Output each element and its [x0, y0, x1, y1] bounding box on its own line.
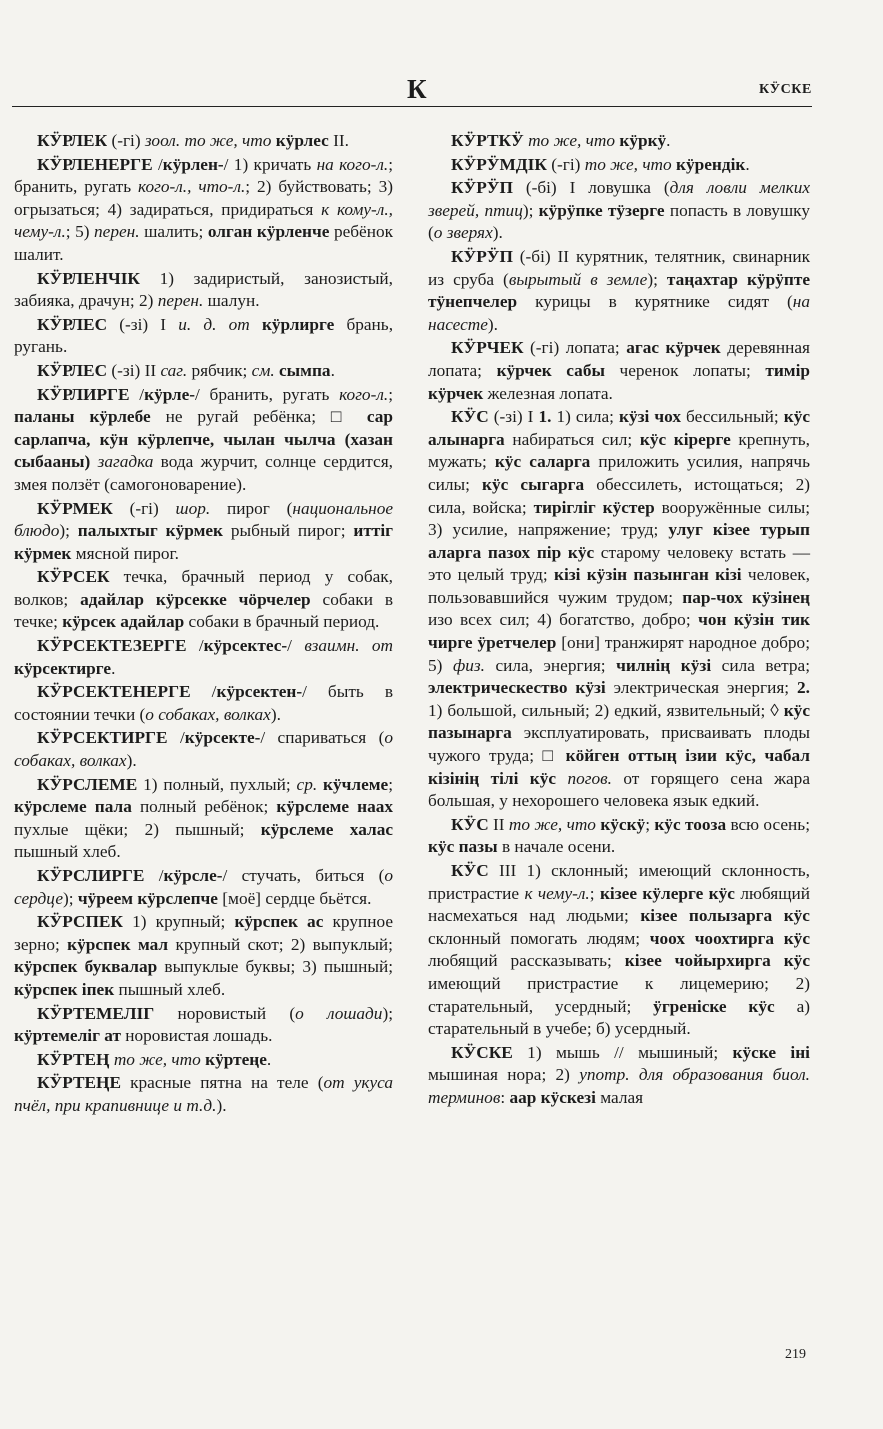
- example: кӱрсектен-: [216, 682, 303, 702]
- entry-text: в начале осени.: [497, 837, 616, 857]
- entry-text: малая: [595, 1087, 644, 1107]
- entry-text: ; 5): [65, 222, 95, 242]
- example: кӱрлирге: [261, 314, 335, 334]
- entry-text: попасть в ловушку (: [428, 200, 810, 243]
- entry-text: крепнуть, мужать;: [428, 429, 811, 472]
- gloss-label: загадка: [97, 452, 154, 472]
- example: кӱрсек адайлар: [62, 612, 185, 632]
- headword: КӰРСЕКТЕЗЕРГЕ: [37, 636, 187, 656]
- headword: КӰРМЕК: [37, 498, 113, 518]
- headword: КӰРТЕҢЕ: [37, 1073, 122, 1093]
- entry-text: ; 2) буйствовать; 3) огрызаться; 4) задираться, придираться: [14, 177, 393, 219]
- dictionary-entry: [14, 911, 393, 1001]
- entry-text: имеющий пристрастие к лицемерию; 2) старательный, усердный;: [428, 973, 810, 1016]
- entry-text: электрическая энергия;: [605, 678, 798, 698]
- example: кӱс сыгарга: [482, 474, 585, 494]
- headword: КӰРСПЕК: [37, 912, 123, 932]
- example: палыхтыг кӱрмек: [77, 521, 223, 541]
- example: улуг кізее турып аларга пазох пір кӱс: [428, 520, 810, 562]
- dictionary-entry: [428, 246, 810, 336]
- gloss-label: см.: [251, 360, 275, 380]
- gloss-label: то же, что: [508, 814, 596, 834]
- entry-text: норовистый (: [154, 1003, 296, 1023]
- example: чон кӱзін тик чирге ӱретчелер: [428, 610, 811, 653]
- headword: КӰРТЕМЕЛІГ: [37, 1003, 155, 1023]
- entry-text: обессилеть, истощаться; 2) сила, войска;: [428, 474, 810, 517]
- dictionary-entry: [14, 1049, 393, 1072]
- gloss-label: о собаках, волках: [145, 704, 271, 724]
- gloss-label: зоол. то же, что: [144, 131, 276, 150]
- entry-text: .: [666, 131, 671, 150]
- dictionary-entry: [14, 635, 393, 680]
- entry-text: красные пятна на теле (: [121, 1073, 324, 1093]
- entry-text: а) старательный в учебе; б) усердный.: [428, 996, 810, 1039]
- entry-text: /: [129, 384, 145, 404]
- dictionary-entry: [14, 498, 393, 566]
- entry-text: ).: [216, 1095, 227, 1115]
- example: адайлар кӱрсекке чӧрчелер: [80, 589, 311, 609]
- dictionary-entry: [428, 1042, 810, 1110]
- entry-text: не ругай ребёнка; □: [150, 407, 367, 427]
- entry-text: /: [152, 154, 163, 174]
- example: кізее кӱлерге кӱс: [599, 883, 735, 903]
- entry-text: 1) полный, пухлый;: [137, 774, 297, 794]
- gloss-label: перен.: [94, 222, 140, 242]
- entry-text: ;: [388, 384, 393, 404]
- dictionary-entry: [14, 268, 393, 313]
- left-column: [14, 130, 393, 1119]
- entry-text: III 1) склонный; имеющий склонность, пристрастие: [428, 861, 810, 903]
- headword: КӰРЛЕС: [37, 360, 108, 380]
- example: олган кӱрленче: [207, 222, 330, 242]
- example: аар кӱскезі: [509, 1087, 596, 1107]
- gloss-label: о лошади: [295, 1003, 383, 1023]
- example: кӱрле-: [144, 384, 196, 404]
- entry-text: 1) крупный;: [122, 912, 235, 932]
- gloss-label: физ.: [452, 655, 485, 675]
- entry-text: (-гі): [112, 498, 176, 518]
- entry-text: 1) мышь // мышиный;: [512, 1042, 733, 1062]
- example: сымпа: [279, 360, 331, 380]
- dictionary-entry: [14, 384, 393, 497]
- page-number: 219: [785, 1347, 806, 1362]
- entry-text: [они] транжирят народное добро; 5): [428, 633, 810, 675]
- entry-text: ).: [492, 223, 503, 243]
- gloss-label: о сердце: [14, 866, 393, 908]
- example: кӱзі чох: [619, 407, 681, 427]
- gloss-label: ср.: [296, 774, 318, 794]
- example: чӱреем кӱрслепче: [77, 888, 218, 908]
- entry-text: :: [500, 1087, 510, 1107]
- example: кӱрслеме наах: [276, 797, 394, 817]
- example: кӱс кірерге: [639, 429, 731, 449]
- entry-text: деревянная лопата;: [428, 338, 810, 380]
- entry-text: человек, пользовавшийся чужим трудом;: [428, 565, 810, 607]
- gloss-label: на кого-л.: [316, 154, 389, 174]
- entry-text: любящий рассказывать;: [428, 951, 625, 971]
- entry-text: ).: [126, 751, 137, 771]
- entry-text: пышный хлеб.: [14, 842, 121, 862]
- entry-text: ).: [270, 704, 281, 724]
- entry-text: бессильный;: [680, 407, 784, 427]
- entry-text: .: [330, 360, 335, 380]
- gloss-label: кого-л.: [339, 384, 389, 404]
- entry-text: пухлые щёки; 2) пышный;: [14, 819, 261, 839]
- entry-text: (-гі): [107, 131, 145, 150]
- dictionary-entry: [14, 681, 393, 726]
- entry-text: эксплуатировать, присваивать плоды чужого труда; □: [428, 723, 810, 766]
- entry-text: старому человеку встать — это целый труд;: [428, 542, 810, 585]
- dictionary-entry: [428, 154, 810, 177]
- example: кізее чойырхирга кӱс: [624, 951, 810, 971]
- example: кӱркӱ: [619, 131, 667, 150]
- headword: КӰРӰМДІК: [451, 154, 547, 174]
- entry-text: собаки в течке;: [14, 589, 393, 632]
- dictionary-entry: [14, 865, 393, 910]
- entry-text: /: [144, 866, 164, 885]
- entry-text: любящий насмехаться над людьми;: [428, 883, 811, 926]
- gloss-label: к чему-л.: [524, 883, 590, 903]
- example: кӱрчек сабы: [496, 360, 605, 380]
- headword: КӰРӰП: [451, 246, 513, 266]
- entry-text: ребёнок шалит.: [14, 222, 393, 264]
- example: кӱс алынарга: [428, 407, 811, 449]
- entry-text: шалун.: [203, 291, 260, 311]
- entry-text: /: [190, 682, 217, 702]
- headword: КӰСКЕ: [451, 1042, 513, 1062]
- gloss-label: кого-л., что-л.: [138, 177, 246, 197]
- entry-text: (-бі) II курятник, телятник, свинарник из сруба (: [428, 246, 810, 289]
- headword: КӰРЛЕНЕРГЕ: [37, 154, 153, 174]
- dictionary-entry: [428, 130, 810, 153]
- headword: КӰРСЕКТИРГЕ: [37, 728, 168, 748]
- right-column: [428, 130, 810, 1111]
- entry-text: сила ветра;: [711, 655, 811, 675]
- entry-text: крупный скот; 2) выпуклый;: [168, 934, 393, 954]
- gloss-label: перен.: [157, 291, 204, 311]
- example: кӱске іні: [732, 1042, 810, 1062]
- example: кӱс тооза: [654, 814, 727, 834]
- entry-text: полный ребёнок;: [131, 797, 277, 817]
- entry-text: /: [167, 728, 185, 748]
- entry-text: (-бі) I ловушка (: [512, 178, 670, 198]
- entry-text: / стучать, биться (: [222, 866, 385, 885]
- section-letter: К: [407, 74, 428, 104]
- entry-text: собаки в брачный период.: [184, 612, 380, 632]
- entry-text: мышиная нора; 2): [428, 1065, 580, 1085]
- gloss-label: то же, что: [113, 1049, 201, 1069]
- entry-text: [556, 769, 567, 788]
- gloss-label: взаимн. от: [304, 636, 393, 656]
- example: кӱрендік: [676, 154, 746, 174]
- headword: КӰРЛЕС: [37, 314, 108, 334]
- dictionary-entry: [14, 314, 393, 359]
- dictionary-entry: [428, 860, 810, 1041]
- example: кізі кӱзін пазынган кізі: [553, 565, 742, 585]
- example: кӱрслеме халас: [260, 819, 394, 839]
- example: сар сарлапча, кӱн кӱрлепче, чылан чылча (хазан сыбааны): [14, 407, 393, 472]
- entry-text: / бранить, ругать: [195, 384, 340, 404]
- entry-text: шалить;: [139, 222, 208, 242]
- entry-text: железная лопата.: [483, 383, 613, 403]
- entry-text: / быть в состоянии течки (: [14, 682, 393, 724]
- entry-text: склонный помогать людям;: [428, 928, 650, 948]
- entry-text: [250, 315, 262, 334]
- headword: КӰРСЕК: [37, 567, 110, 587]
- entry-text: );: [647, 269, 667, 289]
- entry-text: );: [382, 1003, 393, 1023]
- example: кӱрсле-: [163, 866, 223, 885]
- dictionary-entry: [14, 774, 393, 864]
- example: тирігліг кӱстер: [533, 497, 655, 517]
- entry-text: рябчик;: [187, 360, 252, 380]
- entry-text: [моё] сердце бьётся.: [217, 888, 372, 908]
- gloss-label: о зверях: [433, 223, 493, 243]
- example: кӱрспек мал: [67, 934, 169, 954]
- gloss-label: то же, что: [584, 154, 672, 174]
- entry-text: / спариваться (: [260, 728, 385, 748]
- example: кӱрӱпке тӱзерге: [538, 200, 665, 220]
- gloss-label: от укуса пчёл, при крапивнице и т.д.: [14, 1073, 393, 1115]
- entry-text: ;: [645, 814, 655, 834]
- example: кӧйген оттың ізии кӱс, чабал кізінің тілі кӱс: [428, 746, 810, 788]
- entry-text: 1) сила;: [551, 407, 619, 427]
- entry-text: рыбный пирог;: [222, 521, 354, 541]
- gloss-label: вырытый в земле: [508, 269, 648, 289]
- example: чоох чоохтирга кӱс: [649, 928, 810, 948]
- example: тимір кӱрчек: [428, 360, 810, 403]
- entry-text: набираться сил;: [504, 429, 640, 449]
- entry-text: 1) задиристый, занозистый, забияка, драчун; 2): [14, 268, 393, 311]
- example: кӱскӱ: [600, 814, 646, 834]
- headword: КӰС: [451, 861, 489, 880]
- dictionary-entry: [428, 406, 810, 813]
- entry-text: сила, энергия;: [484, 655, 617, 675]
- entry-text: ;: [388, 774, 393, 794]
- example: кӱрспек буквалар: [14, 957, 158, 977]
- example: 1.: [538, 407, 552, 427]
- gloss-label: шор.: [175, 498, 211, 518]
- example: паланы кӱрлебе: [14, 407, 151, 427]
- gloss-label: употр. для образования биол. терминов: [428, 1065, 811, 1107]
- entry-text: изо всех сил; 4) богатство, добро;: [428, 610, 699, 630]
- example: кӱс саларга: [494, 452, 591, 472]
- gloss-label: то же, что: [528, 131, 616, 150]
- headword: КӰРСЕКТЕНЕРГЕ: [37, 682, 191, 702]
- headword: КӰРӰП: [451, 178, 513, 198]
- entry-text: черенок лопаты;: [604, 360, 766, 380]
- headword: КӰРЛИРГЕ: [37, 384, 130, 404]
- entry-text: мясной пирог.: [71, 543, 179, 563]
- entry-text: (-зі) II: [107, 360, 161, 380]
- dictionary-entry: [14, 727, 393, 772]
- headword: КӰРТКӰ: [451, 131, 524, 150]
- example: кӱрлес: [275, 131, 329, 150]
- gloss-label: для ловли мелких зверей, птиц: [428, 178, 811, 220]
- example: электрическество кӱзі: [428, 678, 606, 698]
- entry-text: /: [186, 636, 204, 656]
- gloss-label: к кому-л., чему-л.: [14, 199, 393, 242]
- example: кӱчлеме: [323, 774, 389, 794]
- dictionary-entry: [14, 130, 393, 153]
- entry-text: );: [522, 200, 539, 220]
- entry-text: II.: [328, 131, 349, 150]
- entry-text: выпуклые буквы; 3) пышный;: [157, 957, 393, 977]
- example: таңахтар кӱрӱпте тӱнепчелер: [428, 269, 810, 312]
- gloss-label: на насесте: [428, 292, 810, 334]
- example: кӱрсектирге: [14, 658, 112, 678]
- entry-text: пирог (: [210, 498, 293, 518]
- headword: КӰРЧЕК: [451, 338, 524, 358]
- example: кӱс пазы: [428, 837, 498, 857]
- entry-text: .: [745, 154, 750, 174]
- dictionary-entry: [14, 566, 393, 634]
- guide-word: КӰСКЕ: [758, 82, 812, 97]
- entry-text: всю осень;: [726, 814, 810, 834]
- example: кӱртемеліг ат: [14, 1026, 121, 1046]
- page-header: [12, 70, 812, 107]
- entry-text: крупное зерно;: [14, 912, 393, 954]
- example: кӱрлен-: [162, 154, 224, 174]
- example: кӱс пазынарга: [428, 700, 810, 743]
- dictionary-entry: [428, 337, 810, 405]
- example: кӱрспек іпек: [14, 979, 115, 999]
- entry-text: норовистая лошадь.: [120, 1026, 273, 1046]
- dictionary-entry: [14, 1072, 393, 1117]
- headword: КӰРТЕҢ: [37, 1049, 110, 1069]
- example: ӱгреніске кӱс: [653, 996, 775, 1016]
- entry-text: (-гі) лопата;: [523, 338, 627, 358]
- entry-text: брань, ругань.: [14, 314, 394, 357]
- example: кӱрспек ас: [234, 912, 324, 932]
- example: иттіг кӱрмек: [14, 521, 393, 563]
- entry-text: (-гі): [546, 154, 585, 174]
- headword: КӰРСЛЕМЕ: [37, 774, 138, 794]
- example: агас кӱрчек: [626, 338, 721, 358]
- example: пар-чох кӱзінең: [682, 587, 810, 607]
- headword: КӰРЛЕК: [37, 131, 108, 150]
- entry-text: II: [488, 814, 509, 834]
- entry-text: );: [63, 888, 78, 908]
- gloss-label: саг.: [160, 360, 188, 380]
- dictionary-entry: [14, 1003, 393, 1048]
- entry-text: (-зі) I: [107, 314, 179, 334]
- entry-text: .: [266, 1049, 272, 1069]
- entry-text: /: [287, 636, 305, 656]
- headword: КӰРЛЕНЧІК: [37, 268, 140, 288]
- example: 2.: [797, 678, 810, 698]
- example: чилнің кӱзі: [616, 655, 712, 675]
- entry-text: ).: [487, 314, 498, 334]
- example: кӱрсекте-: [184, 728, 261, 748]
- entry-text: 1) большой, сильный; 2) едкий, язвительный; ◊: [428, 700, 784, 720]
- headword: КӰС: [451, 407, 489, 427]
- gloss-label: национальное блюдо: [14, 498, 394, 541]
- dictionary-entry: [14, 360, 393, 383]
- entry-text: .: [111, 658, 116, 678]
- entry-text: ;: [589, 883, 600, 903]
- example: кізее полызарга кӱс: [640, 906, 810, 926]
- entry-text: вода журчит, солнце сердится, змея ползёт (самогоноварение).: [14, 452, 394, 494]
- example: кӱрслеме пала: [14, 797, 132, 817]
- dictionary-entry: [428, 814, 810, 859]
- entry-text: вооружённые силы; 3) усилие, напряжение; труд;: [428, 497, 810, 540]
- example: кӱртеңе: [205, 1049, 267, 1069]
- headword: КӰРСЛИРГЕ: [37, 866, 145, 885]
- gloss-label: и. д. от: [178, 314, 250, 334]
- example: кӱрсектес-: [203, 636, 288, 656]
- headword: КӰС: [451, 814, 489, 834]
- entry-text: );: [59, 521, 78, 541]
- entry-text: течка, брачный период у собак, волков;: [14, 567, 393, 609]
- dictionary-entry: [14, 154, 393, 267]
- entry-text: ; бранить, ругать: [14, 154, 394, 197]
- entry-text: [90, 452, 97, 471]
- entry-text: курицы в курятнике сидят (: [517, 292, 793, 312]
- gloss-label: погов.: [567, 768, 612, 788]
- gloss-label: о собаках, волках: [14, 728, 393, 771]
- entry-text: (-зі) I: [488, 407, 539, 427]
- entry-text: / 1) кричать: [223, 154, 317, 174]
- dictionary-entry: [428, 177, 810, 245]
- entry-text: приложить усилия, напрячь силы;: [428, 452, 810, 494]
- entry-text: пышный хлеб.: [114, 979, 226, 999]
- entry-text: от горящего сена жара большая, у нехорошего человека язык едкий.: [428, 768, 810, 811]
